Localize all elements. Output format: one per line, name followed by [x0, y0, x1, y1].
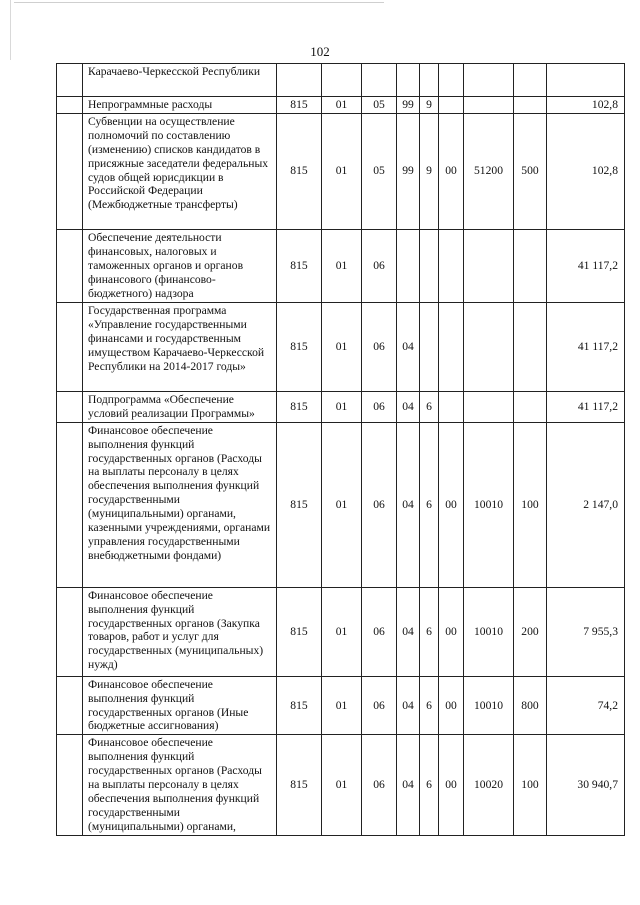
amount-cell: 102,8 — [547, 113, 625, 229]
group-code-cell — [439, 302, 464, 391]
ved-code-cell: 815 — [277, 735, 322, 835]
page-number: 102 — [310, 44, 330, 59]
program-code-cell: 04 — [397, 676, 420, 735]
subsection-code-cell: 06 — [362, 676, 397, 735]
subsection-code-cell: 06 — [362, 391, 397, 422]
row-margin-cell — [57, 302, 83, 391]
ved-code-cell: 815 — [277, 97, 322, 114]
direction-code-cell: 10020 — [464, 735, 514, 835]
table-row — [57, 422, 625, 587]
table-row — [57, 64, 625, 97]
ved-code-cell: 815 — [277, 587, 322, 676]
program-code-cell — [397, 229, 420, 302]
subsection-code-cell: 06 — [362, 422, 397, 587]
subprogram-code-cell: 6 — [420, 391, 439, 422]
subprogram-code-cell: 6 — [420, 587, 439, 676]
expense-type-code-cell — [514, 97, 547, 114]
group-code-cell — [439, 229, 464, 302]
group-code-cell — [439, 64, 464, 97]
section-code-cell: 01 — [322, 229, 362, 302]
subprogram-code-cell — [420, 302, 439, 391]
expense-name-cell: Субвенции на осуществление полномочий по составлению (изменению) списков кандидатов в присяжные заседатели федеральных судов общей юрисдикции в Российской Федерации (Межбюджетные трансферты) — [83, 113, 277, 229]
direction-code-cell — [464, 302, 514, 391]
subprogram-code-cell — [420, 64, 439, 97]
program-code-cell: 04 — [397, 422, 420, 587]
row-margin-cell — [57, 64, 83, 97]
expense-name-cell: Подпрограмма «Обеспечение условий реализации Программы» — [83, 391, 277, 422]
amount-cell: 7 955,3 — [547, 587, 625, 676]
expense-type-code-cell — [514, 64, 547, 97]
row-margin-cell — [57, 587, 83, 676]
program-code-cell: 04 — [397, 735, 420, 835]
subprogram-code-cell: 6 — [420, 422, 439, 587]
program-code-cell: 99 — [397, 97, 420, 114]
expense-type-code-cell — [514, 302, 547, 391]
expense-type-code-cell: 500 — [514, 113, 547, 229]
ved-code-cell: 815 — [277, 422, 322, 587]
ved-code-cell: 815 — [277, 302, 322, 391]
amount-cell: 41 117,2 — [547, 302, 625, 391]
program-code-cell — [397, 64, 420, 97]
section-code-cell: 01 — [322, 422, 362, 587]
subprogram-code-cell: 6 — [420, 676, 439, 735]
group-code-cell: 00 — [439, 735, 464, 835]
expense-name-cell: Карачаево-Черкесской Республики — [83, 64, 277, 97]
expense-name-cell: Финансовое обеспечение выполнения функций государственных органов (Расходы на выплаты персоналу в целях обеспечения выполнения функций государственными (муниципальными) органами, казенными учреждениями, органами управления государственными внебюджетными фондами) — [83, 422, 277, 587]
section-code-cell: 01 — [322, 587, 362, 676]
ved-code-cell: 815 — [277, 113, 322, 229]
table-row — [57, 735, 625, 835]
subsection-code-cell: 05 — [362, 97, 397, 114]
expense-name-cell: Непрограммные расходы — [83, 97, 277, 114]
program-code-cell: 04 — [397, 587, 420, 676]
table-row — [57, 302, 625, 391]
expense-name-cell: Государственная программа «Управление государственными финансами и государственным имуществом Карачаево-Черкесской Республики на 2014-2017 годы» — [83, 302, 277, 391]
scan-edge-line — [14, 2, 384, 3]
direction-code-cell — [464, 391, 514, 422]
section-code-cell: 01 — [322, 735, 362, 835]
amount-cell: 41 117,2 — [547, 391, 625, 422]
row-margin-cell — [57, 229, 83, 302]
program-code-cell: 04 — [397, 302, 420, 391]
row-margin-cell — [57, 735, 83, 835]
subsection-code-cell: 06 — [362, 229, 397, 302]
budget-table-body — [57, 64, 625, 836]
group-code-cell: 00 — [439, 676, 464, 735]
ved-code-cell: 815 — [277, 391, 322, 422]
ved-code-cell: 815 — [277, 229, 322, 302]
subsection-code-cell: 05 — [362, 113, 397, 229]
ved-code-cell — [277, 64, 322, 97]
group-code-cell: 00 — [439, 113, 464, 229]
amount-cell: 102,8 — [547, 97, 625, 114]
row-margin-cell — [57, 422, 83, 587]
subsection-code-cell — [362, 64, 397, 97]
direction-code-cell: 10010 — [464, 587, 514, 676]
group-code-cell: 00 — [439, 422, 464, 587]
section-code-cell: 01 — [322, 113, 362, 229]
table-row — [57, 229, 625, 302]
direction-code-cell: 10010 — [464, 676, 514, 735]
section-code-cell: 01 — [322, 302, 362, 391]
section-code-cell: 01 — [322, 97, 362, 114]
group-code-cell: 00 — [439, 587, 464, 676]
direction-code-cell: 51200 — [464, 113, 514, 229]
subsection-code-cell: 06 — [362, 735, 397, 835]
amount-cell — [547, 64, 625, 97]
subprogram-code-cell: 6 — [420, 735, 439, 835]
expense-type-code-cell: 100 — [514, 735, 547, 835]
amount-cell: 74,2 — [547, 676, 625, 735]
table-row — [57, 587, 625, 676]
expense-type-code-cell — [514, 229, 547, 302]
expense-type-code-cell: 100 — [514, 422, 547, 587]
row-margin-cell — [57, 113, 83, 229]
section-code-cell: 01 — [322, 676, 362, 735]
subprogram-code-cell: 9 — [420, 113, 439, 229]
group-code-cell — [439, 97, 464, 114]
subprogram-code-cell — [420, 229, 439, 302]
section-code-cell: 01 — [322, 391, 362, 422]
subsection-code-cell: 06 — [362, 302, 397, 391]
expense-name-cell: Финансовое обеспечение выполнения функций государственных органов (Закупка товаров, работ и услуг для государственных (муниципальных) нужд) — [83, 587, 277, 676]
table-row — [57, 97, 625, 114]
row-margin-cell — [57, 391, 83, 422]
direction-code-cell — [464, 229, 514, 302]
direction-code-cell — [464, 64, 514, 97]
expense-type-code-cell: 200 — [514, 587, 547, 676]
row-margin-cell — [57, 97, 83, 114]
table-row — [57, 676, 625, 735]
direction-code-cell — [464, 97, 514, 114]
subsection-code-cell: 06 — [362, 587, 397, 676]
direction-code-cell: 10010 — [464, 422, 514, 587]
budget-table — [56, 63, 625, 836]
amount-cell: 41 117,2 — [547, 229, 625, 302]
group-code-cell — [439, 391, 464, 422]
expense-type-code-cell: 800 — [514, 676, 547, 735]
ved-code-cell: 815 — [277, 676, 322, 735]
section-code-cell — [322, 64, 362, 97]
table-row — [57, 391, 625, 422]
amount-cell: 2 147,0 — [547, 422, 625, 587]
subprogram-code-cell: 9 — [420, 97, 439, 114]
program-code-cell: 04 — [397, 391, 420, 422]
amount-cell: 30 940,7 — [547, 735, 625, 835]
expense-name-cell: Финансовое обеспечение выполнения функций государственных органов (Иные бюджетные ассигнования) — [83, 676, 277, 735]
expense-type-code-cell — [514, 391, 547, 422]
expense-name-cell: Обеспечение деятельности финансовых, налоговых и таможенных органов и органов финансового (финансово-бюджетного) надзора — [83, 229, 277, 302]
table-row — [57, 113, 625, 229]
row-margin-cell — [57, 676, 83, 735]
program-code-cell: 99 — [397, 113, 420, 229]
expense-name-cell: Финансовое обеспечение выполнения функций государственных органов (Расходы на выплаты персоналу в целях обеспечения выполнения функций государственными (муниципальными) органами, — [83, 735, 277, 835]
